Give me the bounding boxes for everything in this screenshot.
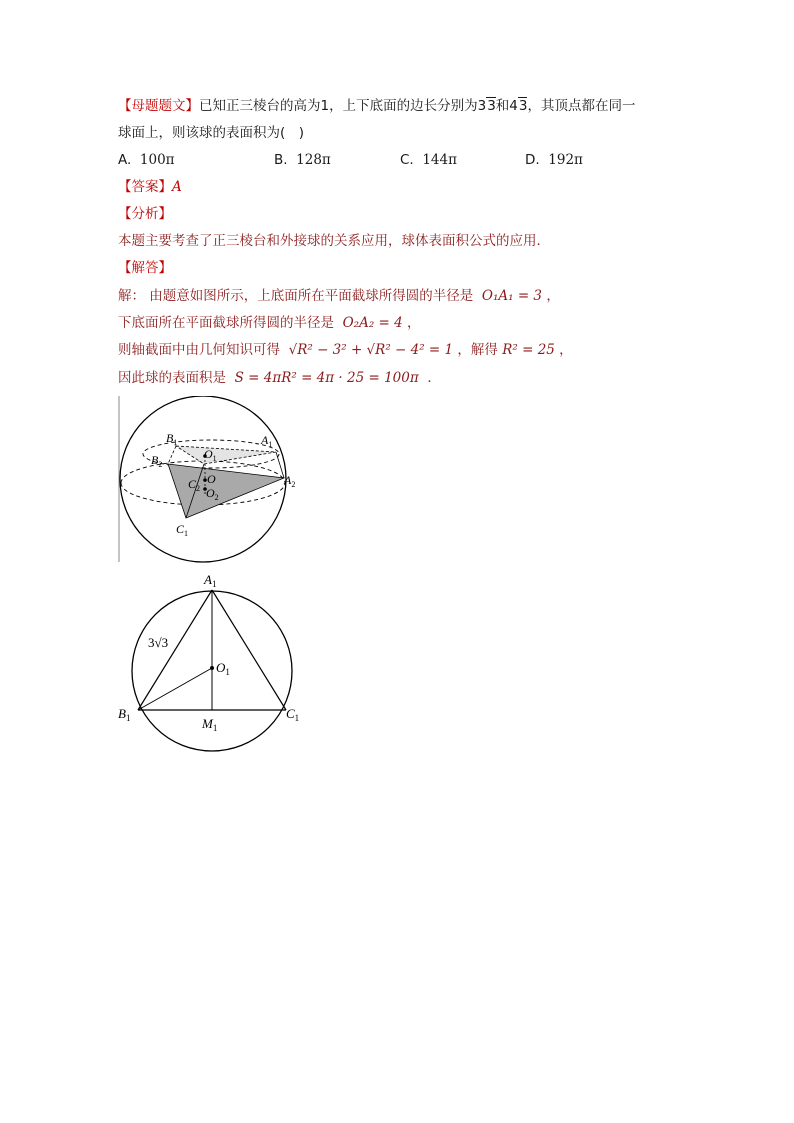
solution-line-4: 因此球的表面积是 S = 4πR² = 4π · 25 = 100π ． <box>118 370 441 386</box>
solution-line-1: 解： 由题意如图所示，上底面所在平面截球所得圆的半径是 O₁A₁ = 3 ， <box>118 288 560 304</box>
label-b1: $B_1$ <box>166 431 178 447</box>
analysis-text: 本题主要考查了正三棱台和外接球的关系应用，球体表面积公式的应用． <box>118 233 550 249</box>
side-a1b1 <box>138 590 212 710</box>
solution-line-3: 则轴截面中由几何知识可得 √R² − 3² + √R² − 4² = 1 ，解得 R² = 25 ， <box>118 342 573 358</box>
option-a: A. 100π <box>118 152 175 168</box>
label-c1: $C_1$ <box>286 706 300 723</box>
figure-inscribed-triangle <box>112 568 312 753</box>
figure-sphere-frustum <box>116 396 306 566</box>
point-o1 <box>210 666 214 670</box>
solution-tag: 【解答】 <box>118 260 172 276</box>
answer-tag: 【答案】 <box>118 179 172 195</box>
label-m1: $M_1$ <box>202 716 218 733</box>
sqrt-3-b: 3 <box>518 98 528 114</box>
problem-line-1 <box>118 96 635 116</box>
analysis-tag: 【分析】 <box>118 206 172 222</box>
label-a1: $A_1$ <box>204 572 217 589</box>
answer-value: A <box>172 179 182 195</box>
upper-triangle-face <box>176 446 276 464</box>
label-c1: $C_1$ <box>176 522 189 538</box>
lower-triangle-face <box>168 464 284 518</box>
solution-line-2: 下底面所在平面截球所得圆的半径是 O₂A₂ = 4 ， <box>118 315 421 331</box>
option-b: B. 128π <box>274 152 331 168</box>
sqrt-3-a: 3 <box>487 98 496 114</box>
option-c: C. 144π <box>400 152 457 168</box>
label-o1: $O_1$ <box>204 447 217 463</box>
answer-line <box>118 177 182 197</box>
label-side-length: 3√3 <box>148 635 169 650</box>
side-a1c1 <box>212 590 286 710</box>
label-b1: $B_1$ <box>118 706 131 723</box>
label-a2: $A_2$ <box>284 473 296 489</box>
option-d: D. 192π <box>525 152 583 168</box>
problem-tag: 【母题题文】 <box>118 98 199 114</box>
problem-line-2: 球面上，则该球的表面积为( ) <box>118 125 305 141</box>
label-c2: $C_2$ <box>188 477 201 493</box>
label-o: O <box>207 472 216 486</box>
edge-b1b2 <box>168 446 176 464</box>
label-b2: $B_2$ <box>151 453 163 469</box>
label-a1: $A_1$ <box>261 433 273 449</box>
label-o2: $O_2$ <box>206 486 219 502</box>
segment-b1o1 <box>138 668 212 710</box>
label-o1: $O_1$ <box>216 660 230 677</box>
problem-stem-end: ，其顶点都在同一 <box>527 98 636 114</box>
problem-stem: 已知正三棱台的高为1，上下底面的边长分别为3 <box>199 98 487 114</box>
problem-and: 和4 <box>495 98 518 114</box>
